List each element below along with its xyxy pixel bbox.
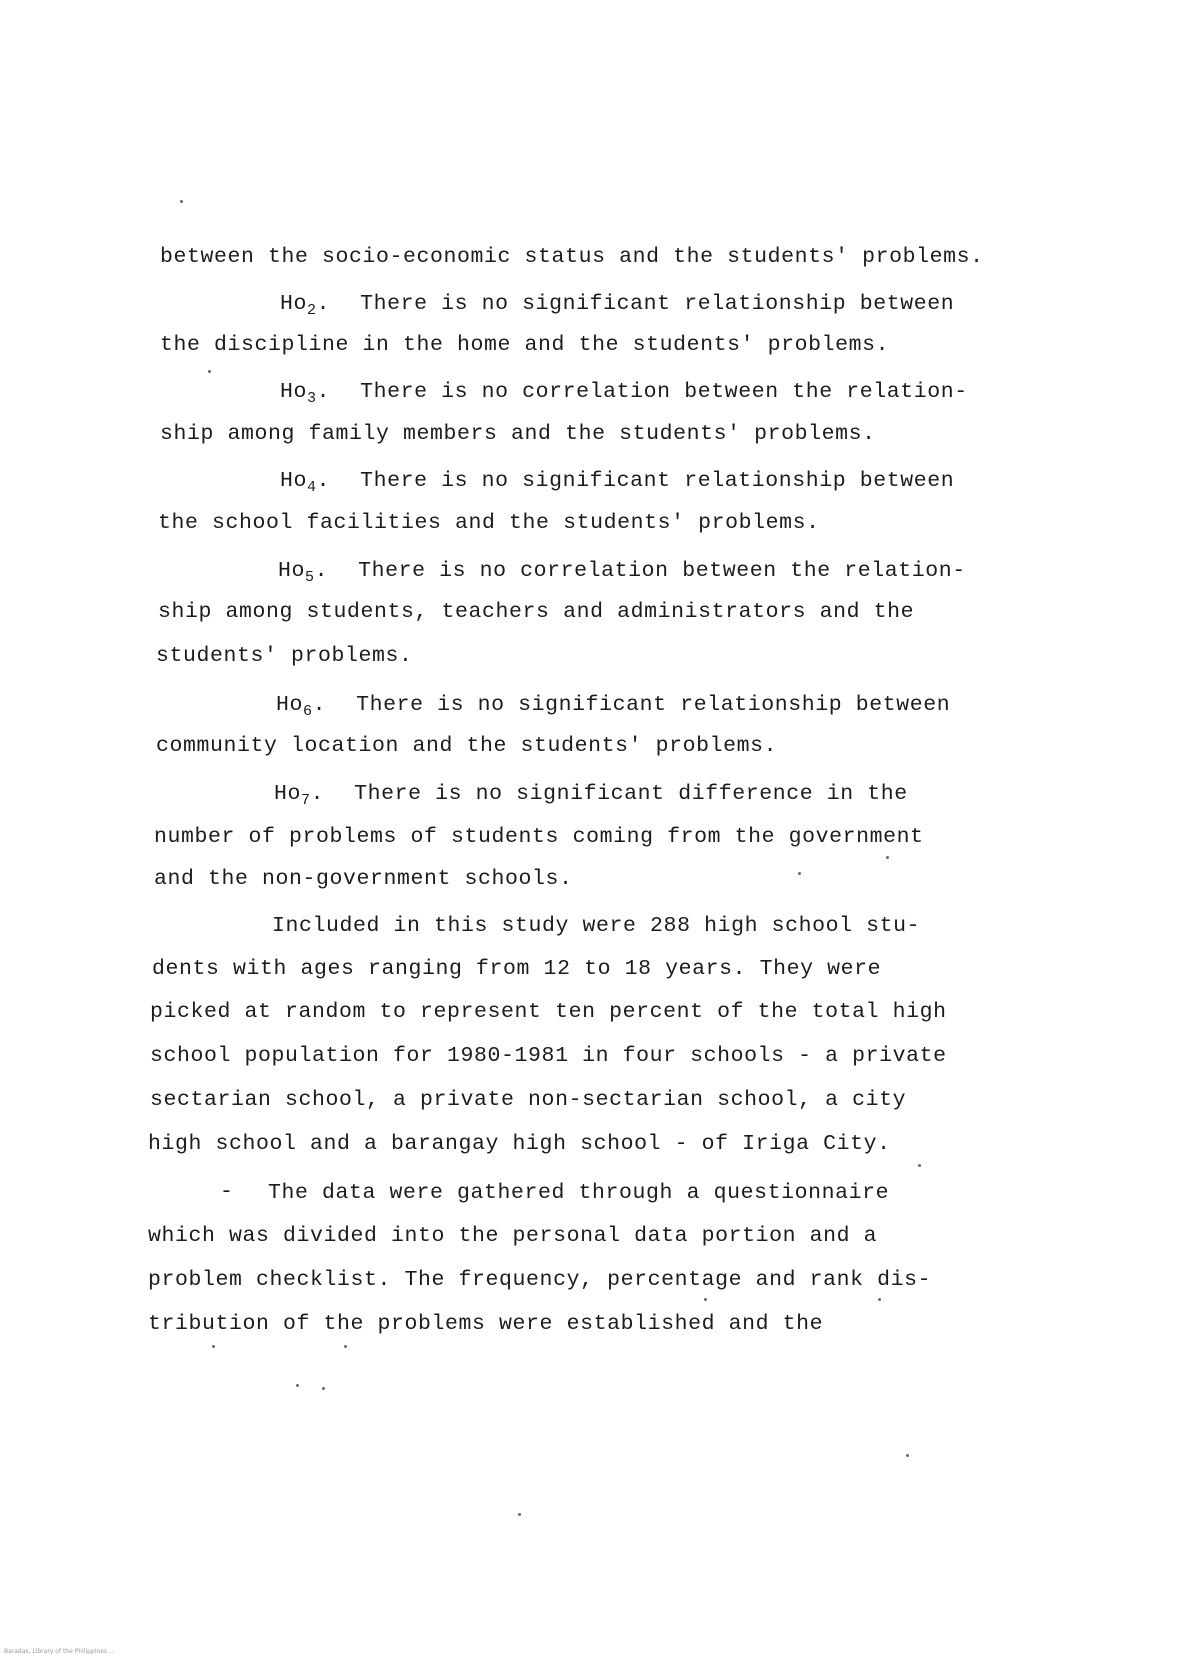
scan-speck (322, 1387, 325, 1390)
hypothesis-text: There is no correlation between the relation- (358, 559, 966, 583)
scan-speck (798, 872, 801, 875)
text-line: the discipline in the home and the students' problems. (160, 333, 890, 357)
text-line: between the socio-economic status and the students' problems. (160, 245, 984, 269)
scan-speck (212, 1345, 215, 1348)
hypothesis-label: $Ho_3$. (280, 380, 331, 407)
text-line: high school and a barangay high school - of Iriga City. (148, 1132, 891, 1156)
hypothesis-label: $Ho_2$. (280, 292, 331, 319)
scan-speck (518, 1513, 521, 1516)
hypothesis-text: There is no significant relationship between (360, 292, 955, 316)
text-line: community location and the students' problems. (156, 734, 778, 758)
text-line: sectarian school, a private non-sectarian school, a city (150, 1088, 907, 1112)
scan-speck (906, 1454, 909, 1457)
scan-speck (886, 856, 889, 859)
scan-speck (878, 1298, 881, 1301)
text-line: number of problems of students coming from the government (154, 825, 924, 849)
hypothesis-ho4 (280, 468, 954, 494)
hypothesis-ho6 (276, 692, 950, 718)
text-line: the school facilities and the students' problems. (158, 511, 820, 535)
hypothesis-text: There is no significant relationship between (360, 469, 955, 493)
text-line: Included in this study were 288 high school stu- (272, 914, 921, 938)
text-line: and the non-government schools. (154, 867, 573, 891)
hypothesis-label: $Ho_6$. (276, 693, 327, 720)
hypothesis-label: $Ho_5$. (278, 559, 329, 586)
scan-speck (918, 1164, 921, 1167)
text-line: dents with ages ranging from 12 to 18 years. They were (152, 957, 882, 981)
hypothesis-ho3 (280, 379, 968, 405)
hypothesis-ho7 (274, 781, 908, 807)
scan-speck (208, 370, 211, 373)
hypothesis-text: There is no significant relationship between (356, 693, 951, 717)
scan-speck (180, 200, 183, 203)
text-line: problem checklist. The frequency, percentage and rank dis- (148, 1268, 932, 1292)
hypothesis-ho2 (280, 291, 954, 317)
text-line: which was divided into the personal data portion and a (148, 1224, 878, 1248)
scan-footer: Baradas, Library of the Philippines ... (4, 1648, 115, 1655)
text-line: students' problems. (156, 644, 413, 668)
hypothesis-text: There is no significant difference in the (354, 782, 908, 806)
hypothesis-label: $Ho_7$. (274, 782, 325, 809)
text-line: picked at random to represent ten percent of the total high (150, 1000, 947, 1024)
scan-speck (344, 1345, 347, 1348)
text-line: school population for 1980-1981 in four schools - a private (150, 1044, 947, 1068)
text-line: tribution of the problems were established and the (148, 1312, 824, 1336)
text-line: The data were gathered through a questionnaire (268, 1181, 890, 1205)
text-line: ship among students, teachers and administrators and the (158, 600, 915, 624)
paragraph-dash: - (220, 1180, 234, 1204)
scan-speck (704, 1298, 707, 1301)
hypothesis-label: $Ho_4$. (280, 469, 331, 496)
hypothesis-ho5 (278, 558, 966, 584)
text-line: ship among family members and the students' problems. (160, 422, 876, 446)
hypothesis-text: There is no correlation between the relation- (360, 380, 968, 404)
scan-speck (296, 1384, 299, 1387)
